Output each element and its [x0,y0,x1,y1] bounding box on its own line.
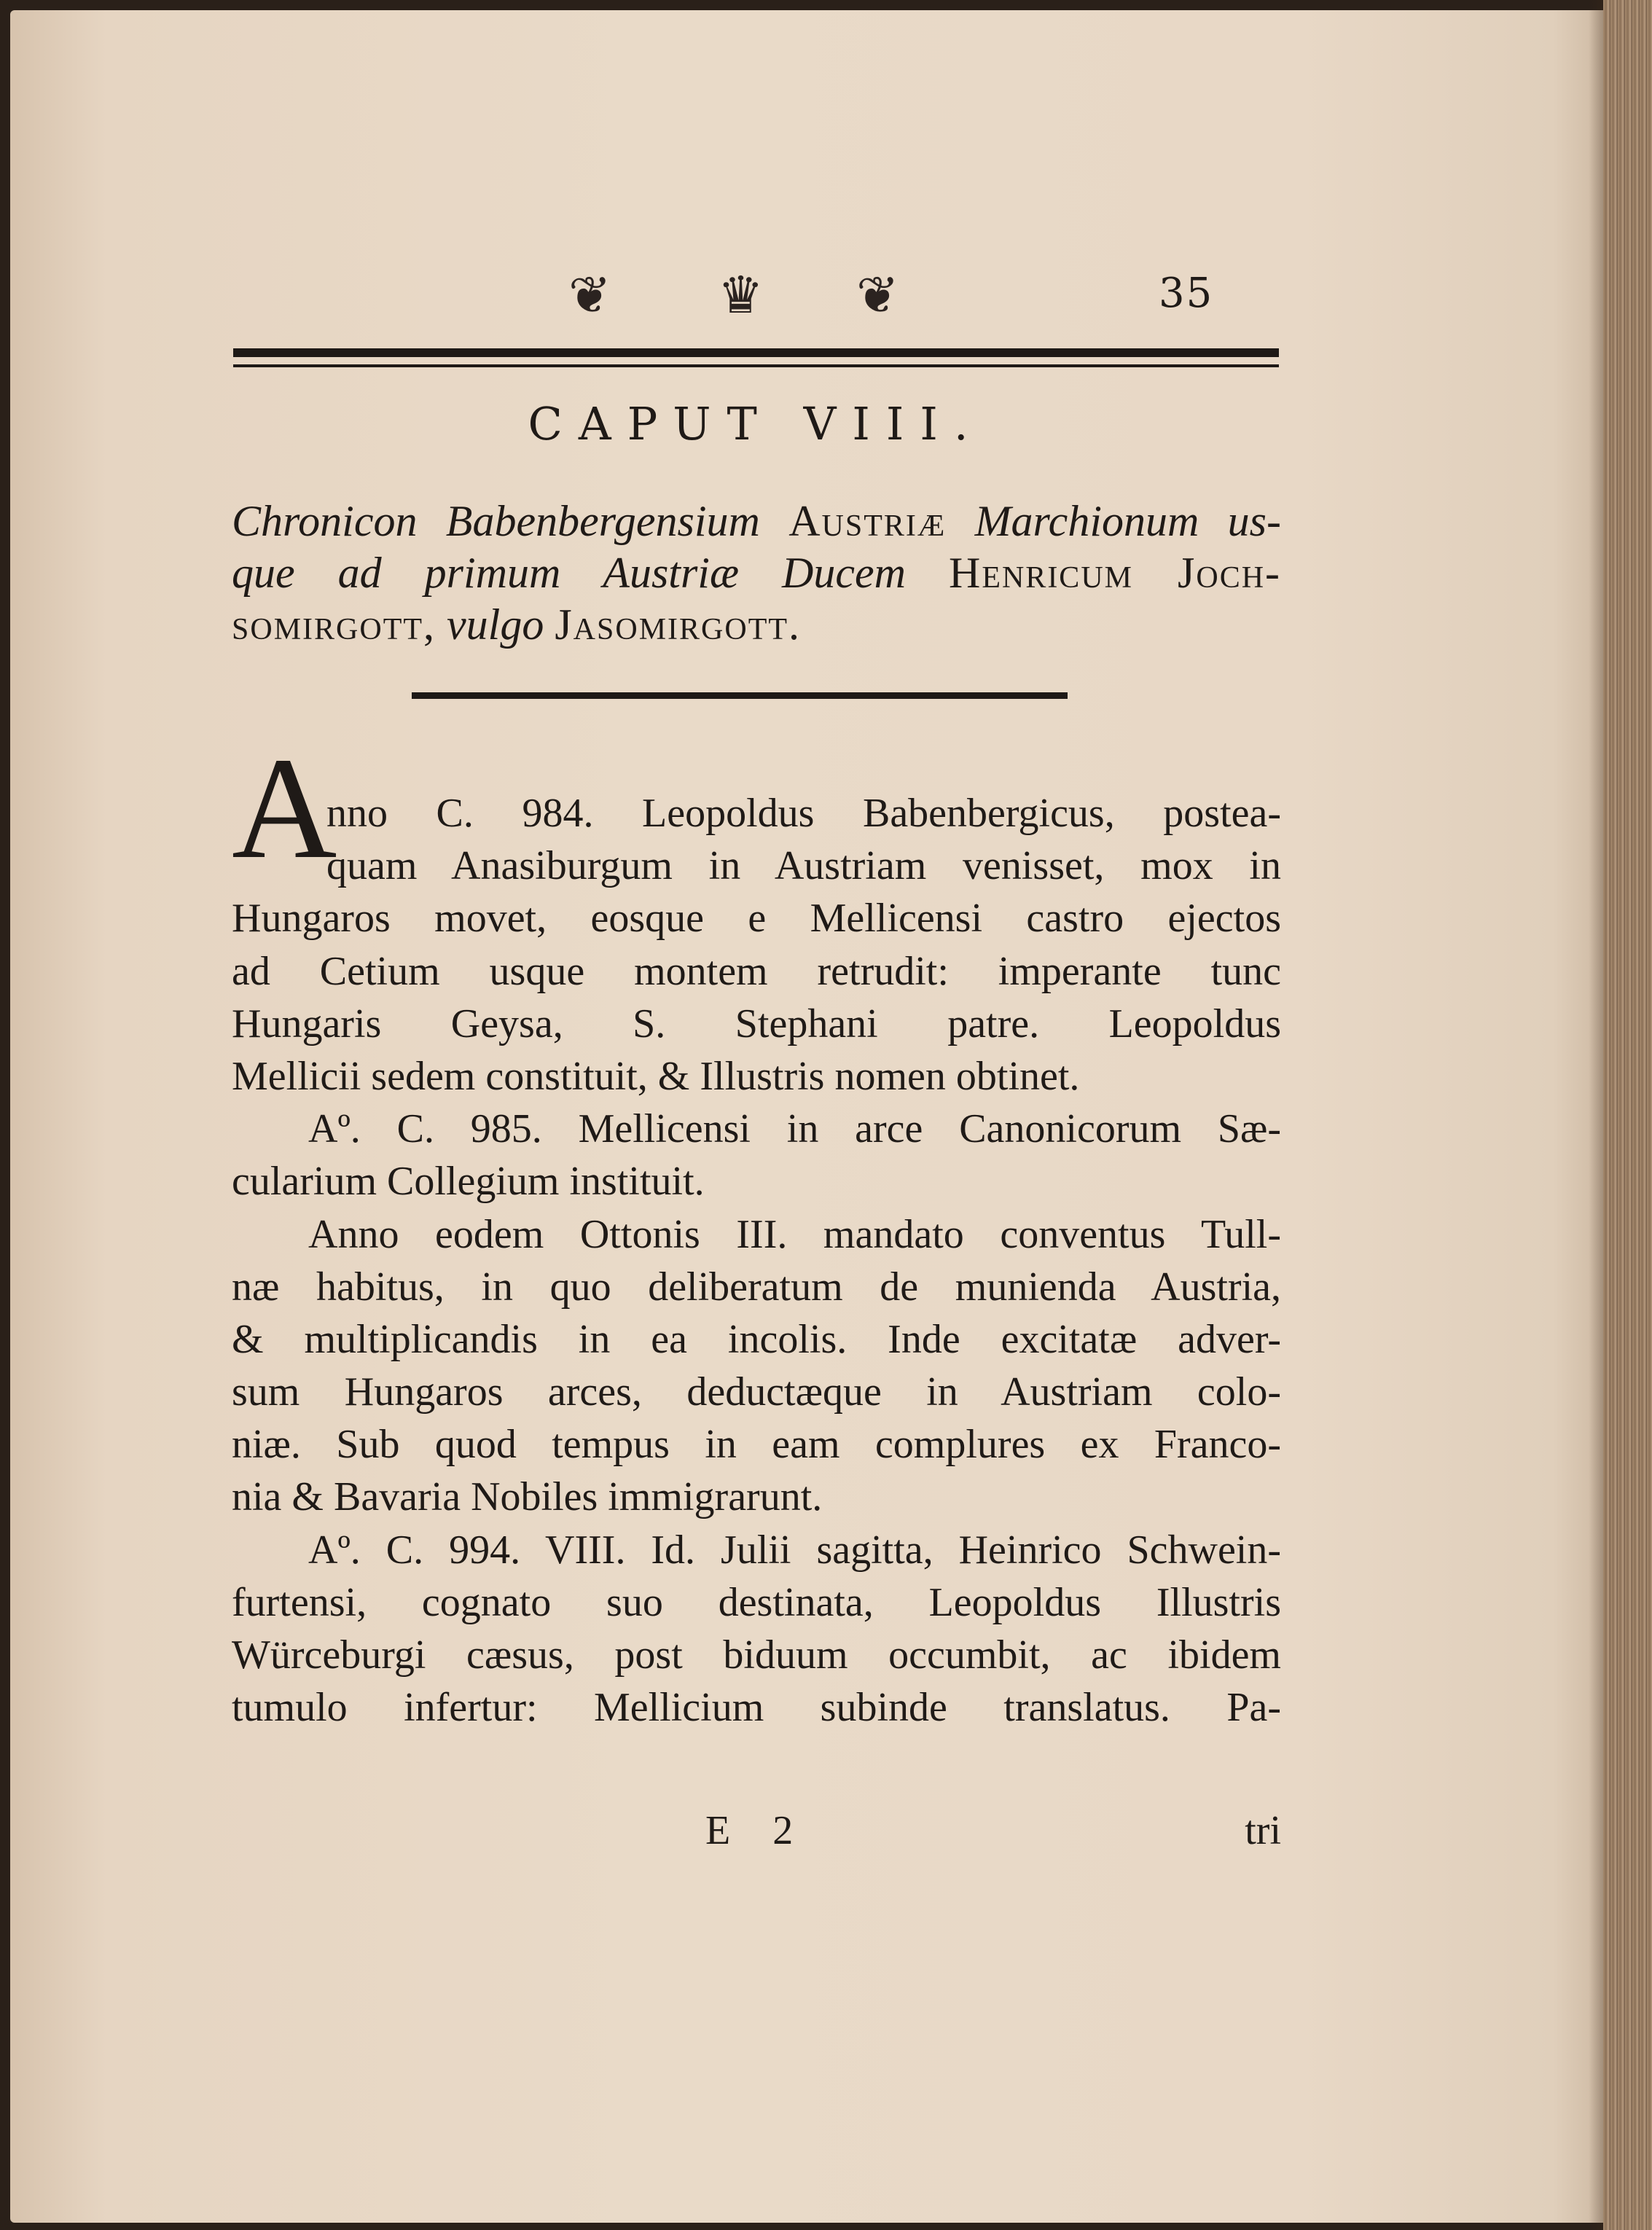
header-rule-thick [233,348,1279,357]
drop-cap: A [232,728,337,889]
catchword: tri [1245,1808,1281,1853]
header-ornaments [568,262,947,328]
text-line: niæ. Sub quod tempus in eam complures ex Franco- [232,1422,1281,1468]
fleuron-left-icon: ❦ [568,265,611,325]
fleuron-right-icon: ❦ [856,265,899,325]
subtitle-part: que ad primum Austriæ Ducem [232,549,906,597]
chapter-subtitle [232,496,1281,651]
text-line: næ habitus, in quo deliberatum de munienda Austria, [232,1264,1281,1310]
text-line: Würceburgi cæsus, post biduum occumbit, ac ibidem [232,1632,1281,1678]
page-edges [1603,0,1652,2230]
crown-icon: ♛ [718,265,764,325]
subtitle-part: Jasomirgott. [555,600,802,649]
chapter-title: CAPUT VIII. [528,397,984,450]
text-line: cularium Collegium instituit. [232,1159,705,1205]
page-footer [232,1807,1281,1860]
text-line: Aº. C. 994. VIII. Id. Julii sagitta, Heinrico Schwein- [308,1527,1281,1573]
signature-mark: E 2 [705,1808,810,1853]
subtitle-part: Marchionum us- [974,497,1281,545]
text-line: nia & Bavaria Nobiles immigrarunt. [232,1474,823,1520]
subtitle-part: vulgo [447,600,544,649]
text-line: Mellicii sedem constituit, & Illustris nomen obtinet. [232,1053,1080,1099]
page-number: 35 [1159,270,1214,317]
text-line: Hungaris Geysa, S. Stephani patre. Leopoldus [232,1001,1281,1046]
text-line: ad Cetium usque montem retrudit: imperante tunc [232,948,1281,994]
text-line: furtensi, cognato suo destinata, Leopoldus Illustris [232,1579,1281,1625]
subtitle-part: somirgott, [232,600,437,649]
subtitle-part: Chronicon Babenbergensium [232,497,760,545]
text-line: quam Anasiburgum in Austriam venisset, mox in [326,843,1281,889]
text-line: tumulo infertur: Mellicium subinde translatus. Pa- [232,1685,1281,1731]
text-line: nno C. 984. Leopoldus Babenbergicus, postea- [326,791,1281,836]
subtitle-part: Henricum Joch- [948,549,1282,597]
text-line: Aº. C. 985. Mellicensi in arce Canonicorum Sæ- [308,1106,1281,1152]
text-line: & multiplicandis in ea incolis. Inde excitatæ adver- [232,1316,1281,1362]
section-divider [412,692,1068,699]
text-line: Anno eodem Ottonis III. mandato conventus Tull- [308,1211,1281,1257]
text-line: Hungaros movet, eosque e Mellicensi castro ejectos [232,896,1281,942]
subtitle-part: Austriæ [788,497,947,545]
text-line: sum Hungaros arces, deductæque in Austriam colo- [232,1369,1281,1415]
header-rule-thin [233,364,1279,367]
body-text [232,787,1281,1734]
